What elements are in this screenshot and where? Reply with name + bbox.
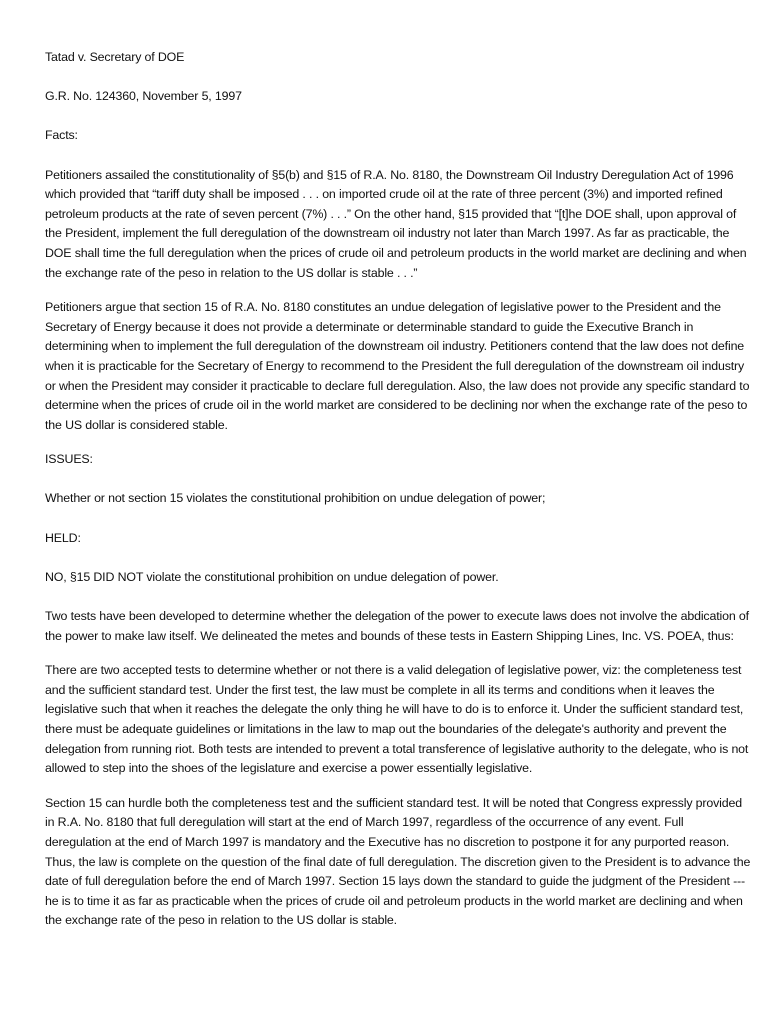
held-heading: HELD:	[45, 530, 81, 545]
held-paragraph-3: Section 15 can hurdle both the completeness test and the sufficient standard test. It will be noted that Congress expressly provided in R.A. No. 8180 that full deregulation will start at the end of March 1997, regardless of the occurrence of any event. Full deregulation at the end of March 1997 is mandatory and the Executive has no discretion to postpone it for any purported reason. Thus, the law is complete on the question of the final date of full deregulation. The discretion given to the President is to advance the date of full deregulation before the end of March 1997. Section 15 lays down the standard to guide the judgment of the President --- he is to time it as far as practicable when the prices of crude oil and petroleum products in the world market are declining and when the exchange rate of the peso in relation to the US dollar is stable.	[45, 795, 751, 928]
facts-paragraph-1: Petitioners assailed the constitutionality of §5(b) and §15 of R.A. No. 8180, the Downstream Oil Industry Deregulation Act of 1996 which provided that “tariff duty shall be imposed . . . on imported crude oil at the rate of three percent (3%) and imported refined petroleum products at the rate of seven percent (7%) . . .” On the other hand, §15 provided that “[t]he DOE shall, upon approval of the President, implement the full deregulation of the downstream oil industry not later than March 1997. As far as practicable, the DOE shall time the full deregulation when the prices of crude oil and petroleum products in the world market are declining and when the exchange rate of the peso in relation to the US dollar is stable . . .”	[45, 167, 747, 280]
facts-heading: Facts:	[45, 128, 78, 143]
held-answer: NO, §15 DID NOT violate the constitutional prohibition on undue delegation of power.	[45, 569, 499, 584]
document-title: Tatad v. Secretary of DOE	[45, 50, 185, 64]
held-paragraph-1: Two tests have been developed to determine whether the delegation of the power to execute laws does not involve the abdication of the power to make law itself. We delineated the metes and bounds of these tests in Eastern Shipping Lines, Inc. VS. POEA, thus:	[45, 609, 749, 643]
issues-heading: ISSUES:	[45, 452, 93, 467]
case-citation: G.R. No. 124360, November 5, 1997	[45, 89, 242, 104]
document-page	[45, 48, 753, 931]
issue-item: Whether or not section 15 violates the constitutional prohibition on undue delegation of power;	[45, 491, 546, 506]
held-paragraph-2: There are two accepted tests to determine whether or not there is a valid delegation of legislative power, viz: the completeness test and the sufficient standard test. Under the first test, the law must be complete in all its terms and conditions when it leaves the legislative such that when it reaches the delegate the only thing he will have to do is to enforce it. Under the sufficient standard test, there must be adequate guidelines or limitations in the law to map out the boundaries of the delegate's authority and prevent the delegation from running riot. Both tests are intended to prevent a total transference of legislative authority to the delegate, who is not allowed to step into the shoes of the legislature and exercise a power essentially legislative.	[45, 663, 749, 776]
facts-paragraph-2: Petitioners argue that section 15 of R.A. No. 8180 constitutes an undue delegation of legislative power to the President and the Secretary of Energy because it does not provide a determinate or determinable standard to guide the Executive Branch in determining when to implement the full deregulation of the downstream oil industry. Petitioners contend that the law does not define when it is practicable for the Secretary of Energy to recommend to the President the full deregulation of the downstream oil industry or when the President may consider it practicable to declare full deregulation. Also, the law does not provide any specific standard to determine when the prices of crude oil in the world market are considered to be declining nor when the exchange rate of the peso to the US dollar is considered stable.	[45, 300, 750, 432]
